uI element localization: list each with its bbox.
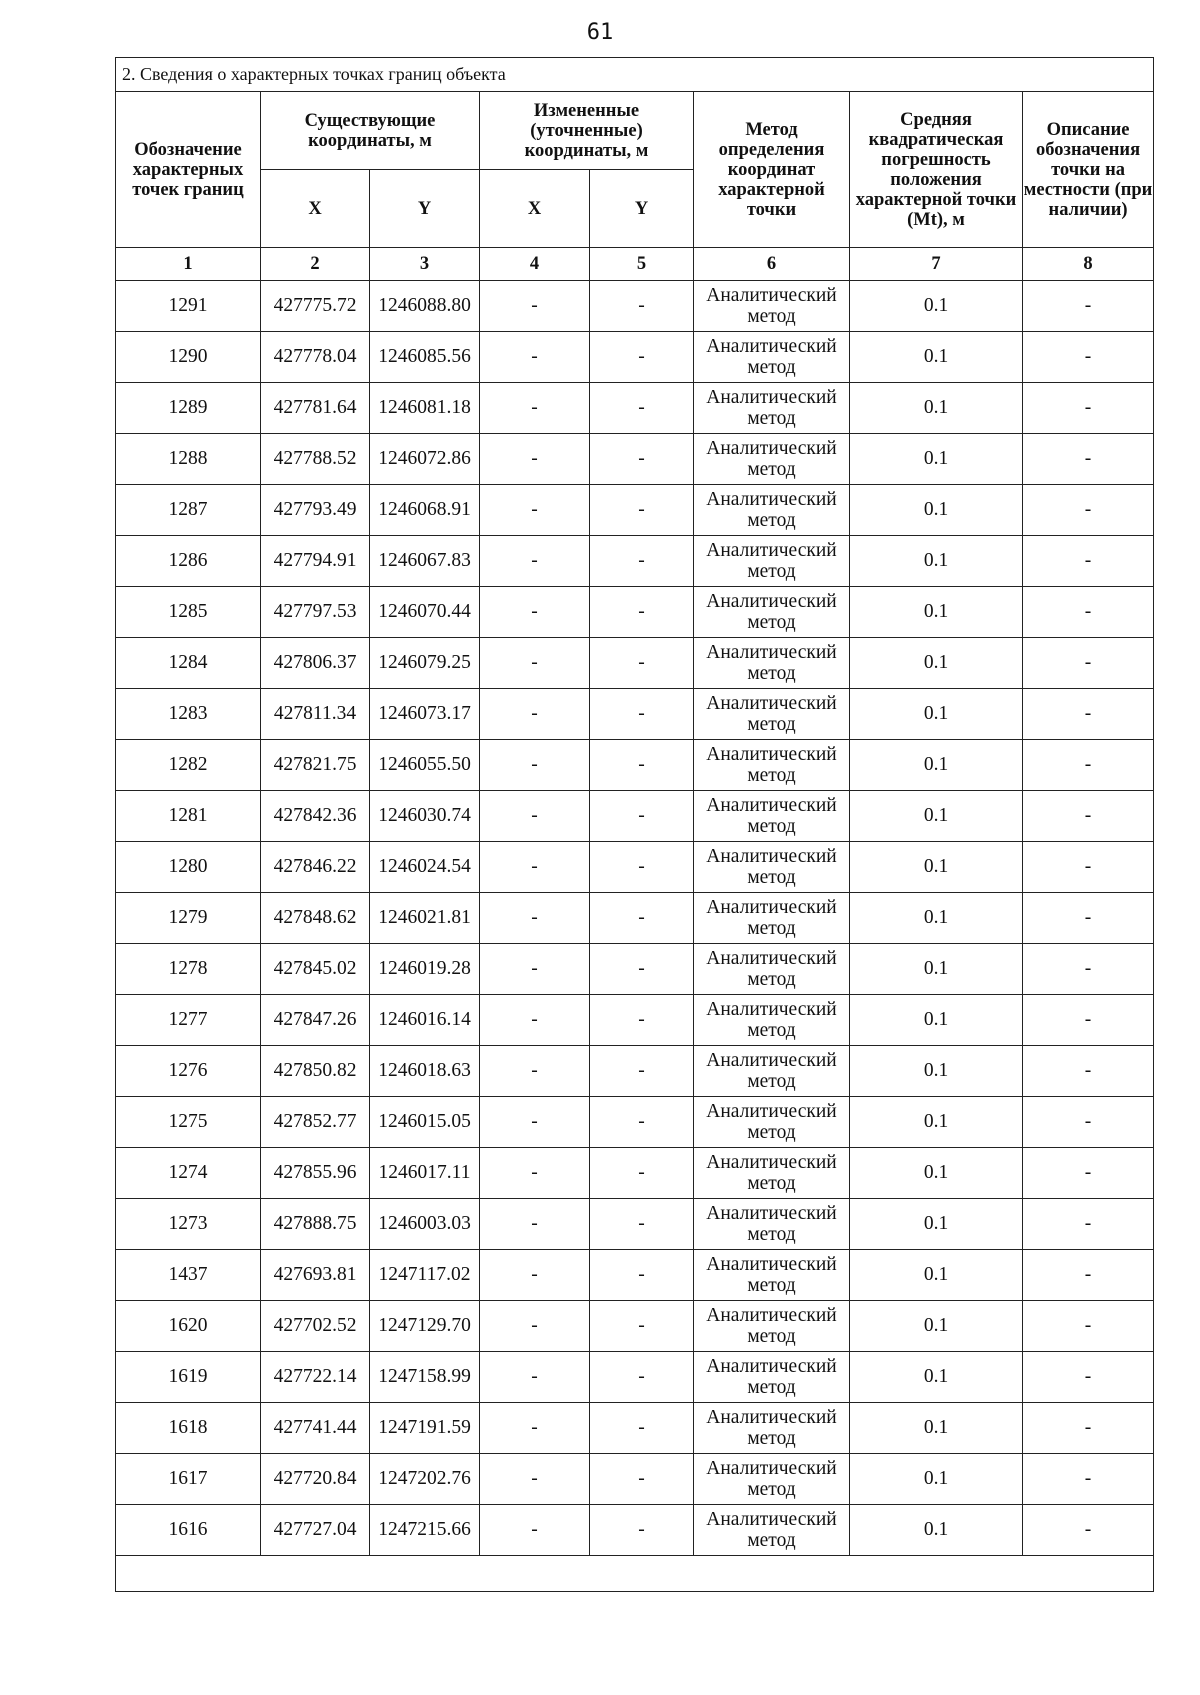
error-cell: 0.1 [850, 842, 1023, 893]
changed-x-cell: - [480, 587, 590, 638]
method-cell: Аналитический метод [694, 689, 850, 740]
description-cell: - [1023, 893, 1154, 944]
method-cell: Аналитический метод [694, 1097, 850, 1148]
changed-y-cell: - [590, 587, 694, 638]
point-id-cell: 1289 [116, 383, 261, 434]
table-row [116, 485, 1154, 536]
error-cell: 0.1 [850, 1250, 1023, 1301]
changed-y-cell: - [590, 1046, 694, 1097]
changed-x-cell: - [480, 281, 590, 332]
description-cell: - [1023, 842, 1154, 893]
changed-x-cell: - [480, 740, 590, 791]
table-row [116, 332, 1154, 383]
changed-x-cell: - [480, 1046, 590, 1097]
existing-x-cell: 427850.82 [261, 1046, 370, 1097]
existing-y-cell: 1246068.91 [370, 485, 480, 536]
column-number: 3 [370, 248, 480, 281]
method-cell: Аналитический метод [694, 434, 850, 485]
method-cell: Аналитический метод [694, 1352, 850, 1403]
description-cell: - [1023, 1403, 1154, 1454]
error-cell: 0.1 [850, 1403, 1023, 1454]
error-cell: 0.1 [850, 893, 1023, 944]
table-caption: 2. Сведения о характерных точках границ объекта [116, 58, 1154, 92]
boundary-points-table [115, 57, 1154, 1592]
method-cell: Аналитический метод [694, 842, 850, 893]
table-row [116, 638, 1154, 689]
point-id-cell: 1617 [116, 1454, 261, 1505]
method-cell: Аналитический метод [694, 638, 850, 689]
changed-x-cell: - [480, 1301, 590, 1352]
column-number: 5 [590, 248, 694, 281]
point-id-cell: 1290 [116, 332, 261, 383]
existing-x-cell: 427775.72 [261, 281, 370, 332]
changed-y-cell: - [590, 995, 694, 1046]
changed-x-cell: - [480, 638, 590, 689]
header-changed-x: X [480, 170, 590, 248]
existing-y-cell: 1246024.54 [370, 842, 480, 893]
changed-y-cell: - [590, 485, 694, 536]
table-row [116, 1454, 1154, 1505]
changed-y-cell: - [590, 1454, 694, 1505]
existing-y-cell: 1246015.05 [370, 1097, 480, 1148]
method-cell: Аналитический метод [694, 383, 850, 434]
table-row [116, 740, 1154, 791]
description-cell: - [1023, 1148, 1154, 1199]
error-cell: 0.1 [850, 536, 1023, 587]
changed-x-cell: - [480, 383, 590, 434]
existing-x-cell: 427842.36 [261, 791, 370, 842]
existing-x-cell: 427847.26 [261, 995, 370, 1046]
method-cell: Аналитический метод [694, 1505, 850, 1556]
error-cell: 0.1 [850, 434, 1023, 485]
point-id-cell: 1275 [116, 1097, 261, 1148]
existing-y-cell: 1246088.80 [370, 281, 480, 332]
existing-y-cell: 1247202.76 [370, 1454, 480, 1505]
changed-x-cell: - [480, 485, 590, 536]
point-id-cell: 1281 [116, 791, 261, 842]
table-row [116, 1505, 1154, 1556]
empty-row [116, 1556, 1154, 1592]
changed-y-cell: - [590, 281, 694, 332]
description-cell: - [1023, 1199, 1154, 1250]
table-row [116, 1403, 1154, 1454]
existing-y-cell: 1246019.28 [370, 944, 480, 995]
column-number: 8 [1023, 248, 1154, 281]
error-cell: 0.1 [850, 485, 1023, 536]
point-id-cell: 1286 [116, 536, 261, 587]
existing-x-cell: 427702.52 [261, 1301, 370, 1352]
existing-x-cell: 427811.34 [261, 689, 370, 740]
column-number: 2 [261, 248, 370, 281]
point-id-cell: 1285 [116, 587, 261, 638]
table-row [116, 587, 1154, 638]
point-id-cell: 1619 [116, 1352, 261, 1403]
changed-x-cell: - [480, 1148, 590, 1199]
changed-y-cell: - [590, 1505, 694, 1556]
existing-x-cell: 427845.02 [261, 944, 370, 995]
method-cell: Аналитический метод [694, 1250, 850, 1301]
existing-x-cell: 427797.53 [261, 587, 370, 638]
changed-x-cell: - [480, 842, 590, 893]
table-row [116, 791, 1154, 842]
changed-y-cell: - [590, 1097, 694, 1148]
description-cell: - [1023, 332, 1154, 383]
point-id-cell: 1291 [116, 281, 261, 332]
error-cell: 0.1 [850, 995, 1023, 1046]
changed-x-cell: - [480, 791, 590, 842]
method-cell: Аналитический метод [694, 281, 850, 332]
description-cell: - [1023, 740, 1154, 791]
existing-x-cell: 427778.04 [261, 332, 370, 383]
changed-y-cell: - [590, 689, 694, 740]
description-cell: - [1023, 1046, 1154, 1097]
changed-y-cell: - [590, 1352, 694, 1403]
error-cell: 0.1 [850, 944, 1023, 995]
description-cell: - [1023, 1097, 1154, 1148]
header-existing-coordinates: Существующие координаты, м [261, 92, 480, 170]
table-row [116, 1352, 1154, 1403]
method-cell: Аналитический метод [694, 995, 850, 1046]
existing-x-cell: 427741.44 [261, 1403, 370, 1454]
existing-x-cell: 427846.22 [261, 842, 370, 893]
table-row [116, 1148, 1154, 1199]
method-cell: Аналитический метод [694, 740, 850, 791]
existing-x-cell: 427821.75 [261, 740, 370, 791]
changed-x-cell: - [480, 1505, 590, 1556]
method-cell: Аналитический метод [694, 791, 850, 842]
column-number-row [116, 248, 1154, 281]
page-number: 61 [586, 20, 614, 45]
method-cell: Аналитический метод [694, 1454, 850, 1505]
existing-x-cell: 427727.04 [261, 1505, 370, 1556]
existing-y-cell: 1247158.99 [370, 1352, 480, 1403]
existing-x-cell: 427722.14 [261, 1352, 370, 1403]
error-cell: 0.1 [850, 1199, 1023, 1250]
existing-y-cell: 1246067.83 [370, 536, 480, 587]
table-row [116, 842, 1154, 893]
error-cell: 0.1 [850, 1505, 1023, 1556]
header-existing-y: Y [370, 170, 480, 248]
point-id-cell: 1616 [116, 1505, 261, 1556]
header-error: Средняя квадратическая погрешность положения характерной точки (Mt), м [850, 92, 1023, 248]
table-row [116, 1199, 1154, 1250]
changed-x-cell: - [480, 689, 590, 740]
point-id-cell: 1620 [116, 1301, 261, 1352]
existing-y-cell: 1246081.18 [370, 383, 480, 434]
error-cell: 0.1 [850, 1046, 1023, 1097]
existing-x-cell: 427781.64 [261, 383, 370, 434]
existing-x-cell: 427720.84 [261, 1454, 370, 1505]
point-id-cell: 1278 [116, 944, 261, 995]
table-row [116, 383, 1154, 434]
table-row [116, 689, 1154, 740]
changed-x-cell: - [480, 332, 590, 383]
changed-x-cell: - [480, 1097, 590, 1148]
point-id-cell: 1274 [116, 1148, 261, 1199]
point-id-cell: 1288 [116, 434, 261, 485]
method-cell: Аналитический метод [694, 1046, 850, 1097]
changed-x-cell: - [480, 1199, 590, 1250]
description-cell: - [1023, 995, 1154, 1046]
table-row [116, 944, 1154, 995]
changed-y-cell: - [590, 536, 694, 587]
error-cell: 0.1 [850, 791, 1023, 842]
existing-y-cell: 1246003.03 [370, 1199, 480, 1250]
description-cell: - [1023, 1301, 1154, 1352]
changed-y-cell: - [590, 1403, 694, 1454]
description-cell: - [1023, 281, 1154, 332]
description-cell: - [1023, 536, 1154, 587]
existing-y-cell: 1246017.11 [370, 1148, 480, 1199]
point-id-cell: 1284 [116, 638, 261, 689]
point-id-cell: 1273 [116, 1199, 261, 1250]
error-cell: 0.1 [850, 1352, 1023, 1403]
method-cell: Аналитический метод [694, 1148, 850, 1199]
column-number: 4 [480, 248, 590, 281]
header-method: Метод определения координат характерной точки [694, 92, 850, 248]
table-row [116, 1046, 1154, 1097]
method-cell: Аналитический метод [694, 893, 850, 944]
method-cell: Аналитический метод [694, 944, 850, 995]
existing-y-cell: 1246021.81 [370, 893, 480, 944]
existing-y-cell: 1246070.44 [370, 587, 480, 638]
method-cell: Аналитический метод [694, 332, 850, 383]
description-cell: - [1023, 383, 1154, 434]
error-cell: 0.1 [850, 281, 1023, 332]
changed-y-cell: - [590, 1148, 694, 1199]
table-row [116, 893, 1154, 944]
column-number: 6 [694, 248, 850, 281]
table-row [116, 536, 1154, 587]
method-cell: Аналитический метод [694, 485, 850, 536]
existing-x-cell: 427794.91 [261, 536, 370, 587]
changed-x-cell: - [480, 536, 590, 587]
point-id-cell: 1283 [116, 689, 261, 740]
point-id-cell: 1437 [116, 1250, 261, 1301]
changed-x-cell: - [480, 1403, 590, 1454]
existing-x-cell: 427693.81 [261, 1250, 370, 1301]
changed-y-cell: - [590, 1301, 694, 1352]
changed-x-cell: - [480, 944, 590, 995]
empty-cell [116, 1556, 1154, 1592]
changed-y-cell: - [590, 1199, 694, 1250]
point-id-cell: 1279 [116, 893, 261, 944]
existing-y-cell: 1247117.02 [370, 1250, 480, 1301]
description-cell: - [1023, 1250, 1154, 1301]
header-description: Описание обозначения точки на местности (при наличии) [1023, 92, 1154, 248]
point-id-cell: 1287 [116, 485, 261, 536]
existing-x-cell: 427852.77 [261, 1097, 370, 1148]
method-cell: Аналитический метод [694, 1301, 850, 1352]
changed-y-cell: - [590, 791, 694, 842]
error-cell: 0.1 [850, 1148, 1023, 1199]
changed-x-cell: - [480, 995, 590, 1046]
existing-y-cell: 1246085.56 [370, 332, 480, 383]
error-cell: 0.1 [850, 740, 1023, 791]
error-cell: 0.1 [850, 1454, 1023, 1505]
existing-y-cell: 1246016.14 [370, 995, 480, 1046]
column-number: 1 [116, 248, 261, 281]
existing-x-cell: 427888.75 [261, 1199, 370, 1250]
point-id-cell: 1282 [116, 740, 261, 791]
description-cell: - [1023, 1454, 1154, 1505]
existing-y-cell: 1246030.74 [370, 791, 480, 842]
error-cell: 0.1 [850, 587, 1023, 638]
column-number: 7 [850, 248, 1023, 281]
point-id-cell: 1280 [116, 842, 261, 893]
point-id-cell: 1618 [116, 1403, 261, 1454]
existing-x-cell: 427806.37 [261, 638, 370, 689]
method-cell: Аналитический метод [694, 536, 850, 587]
description-cell: - [1023, 1505, 1154, 1556]
changed-y-cell: - [590, 638, 694, 689]
description-cell: - [1023, 638, 1154, 689]
changed-x-cell: - [480, 893, 590, 944]
table-row [116, 1097, 1154, 1148]
changed-y-cell: - [590, 842, 694, 893]
existing-y-cell: 1246055.50 [370, 740, 480, 791]
changed-x-cell: - [480, 1454, 590, 1505]
existing-x-cell: 427855.96 [261, 1148, 370, 1199]
description-cell: - [1023, 587, 1154, 638]
description-cell: - [1023, 944, 1154, 995]
header-changed-coordinates: Измененные (уточненные) координаты, м [480, 92, 694, 170]
table-body [116, 281, 1154, 1592]
table-row [116, 995, 1154, 1046]
error-cell: 0.1 [850, 332, 1023, 383]
method-cell: Аналитический метод [694, 587, 850, 638]
header-designation: Обозначение характерных точек границ [116, 92, 261, 248]
description-cell: - [1023, 791, 1154, 842]
changed-y-cell: - [590, 740, 694, 791]
description-cell: - [1023, 689, 1154, 740]
description-cell: - [1023, 434, 1154, 485]
error-cell: 0.1 [850, 383, 1023, 434]
changed-x-cell: - [480, 1250, 590, 1301]
table-row [116, 281, 1154, 332]
error-cell: 0.1 [850, 1301, 1023, 1352]
existing-y-cell: 1247215.66 [370, 1505, 480, 1556]
existing-x-cell: 427848.62 [261, 893, 370, 944]
existing-x-cell: 427788.52 [261, 434, 370, 485]
table-row [116, 1301, 1154, 1352]
table-row [116, 1250, 1154, 1301]
header-existing-x: X [261, 170, 370, 248]
method-cell: Аналитический метод [694, 1403, 850, 1454]
table-row [116, 434, 1154, 485]
existing-y-cell: 1246079.25 [370, 638, 480, 689]
header-changed-y: Y [590, 170, 694, 248]
point-id-cell: 1277 [116, 995, 261, 1046]
point-id-cell: 1276 [116, 1046, 261, 1097]
existing-y-cell: 1246072.86 [370, 434, 480, 485]
existing-y-cell: 1247129.70 [370, 1301, 480, 1352]
description-cell: - [1023, 1352, 1154, 1403]
error-cell: 0.1 [850, 638, 1023, 689]
changed-y-cell: - [590, 332, 694, 383]
existing-x-cell: 427793.49 [261, 485, 370, 536]
changed-x-cell: - [480, 1352, 590, 1403]
changed-x-cell: - [480, 434, 590, 485]
changed-y-cell: - [590, 893, 694, 944]
changed-y-cell: - [590, 434, 694, 485]
existing-y-cell: 1247191.59 [370, 1403, 480, 1454]
changed-y-cell: - [590, 1250, 694, 1301]
existing-y-cell: 1246018.63 [370, 1046, 480, 1097]
changed-y-cell: - [590, 383, 694, 434]
error-cell: 0.1 [850, 689, 1023, 740]
changed-y-cell: - [590, 944, 694, 995]
existing-y-cell: 1246073.17 [370, 689, 480, 740]
method-cell: Аналитический метод [694, 1199, 850, 1250]
error-cell: 0.1 [850, 1097, 1023, 1148]
description-cell: - [1023, 485, 1154, 536]
